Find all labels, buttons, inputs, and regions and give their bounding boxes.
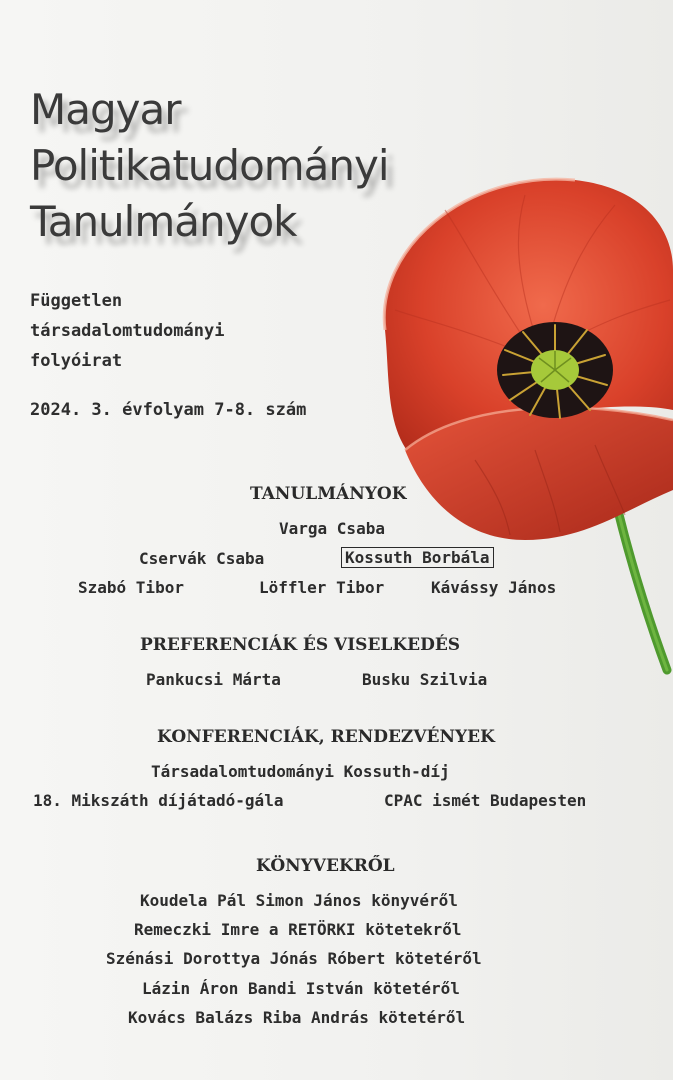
author-name: Löffler Tibor xyxy=(259,578,385,597)
book-review-title: Kovács Balázs Riba András kötetéről xyxy=(128,1008,466,1027)
section-heading-tanulmanyok: TANULMÁNYOK xyxy=(250,484,407,504)
author-name-highlighted: Kossuth Borbála xyxy=(341,547,494,568)
title-line: Magyar xyxy=(30,85,181,134)
section-heading-konferenciak: KONFERENCIÁK, RENDEZVÉNYEK xyxy=(157,727,495,747)
section-heading-preferenciak: PREFERENCIÁK ÉS VISELKEDÉS xyxy=(140,635,461,655)
subtitle-line: társadalomtudományi xyxy=(30,321,225,341)
author-name: Cservák Csaba xyxy=(139,549,265,568)
subtitle-line: Független xyxy=(30,291,123,311)
author-name: Pankucsi Márta xyxy=(146,670,281,689)
event-title: Társadalomtudományi Kossuth-díj xyxy=(151,762,450,781)
journal-subtitle xyxy=(30,286,224,376)
event-title: CPAC ismét Budapesten xyxy=(384,791,587,810)
author-name: Szabó Tibor xyxy=(78,578,184,597)
book-review-title: Lázin Áron Bandi István kötetéről xyxy=(142,979,460,998)
title-line: Tanulmányok xyxy=(30,197,297,246)
author-name: Busku Szilvia xyxy=(362,670,488,689)
book-review-title: Koudela Pál Simon János könyvéről xyxy=(140,891,458,910)
poppy-flower-image xyxy=(355,160,673,680)
section-heading-konyvekrol: KÖNYVEKRŐL xyxy=(256,856,395,876)
issue-info: 2024. 3. évfolyam 7-8. szám xyxy=(30,400,307,420)
author-name: Kávássy János xyxy=(431,578,557,597)
book-review-title: Szénási Dorottya Jónás Róbert kötetéről xyxy=(106,949,482,968)
author-name: Varga Csaba xyxy=(279,519,385,538)
title-line: Politikatudományi xyxy=(30,141,389,190)
book-review-title: Remeczki Imre a RETÖRKI kötetekről xyxy=(134,920,462,939)
journal-title xyxy=(30,82,389,250)
subtitle-line: folyóirat xyxy=(30,351,123,371)
event-title: 18. Mikszáth díjátadó-gála xyxy=(33,791,284,810)
